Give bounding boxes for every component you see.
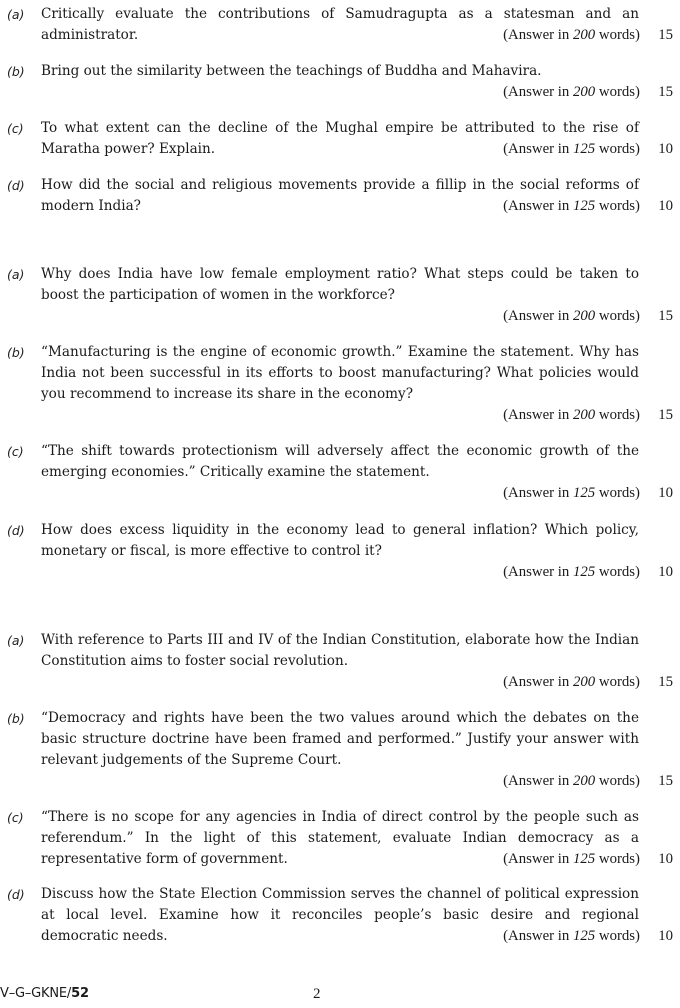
question-marks: 10 [658, 564, 673, 580]
question-text: Critically evaluate the contributions of Samudragupta as a statesman and an administrator. [41, 6, 639, 43]
question-text: How does excess liquidity in the economy lead to general inflation? Which policy, monetary or fiscal, is more effective to control it? [41, 522, 639, 559]
question-label: (b) [7, 711, 25, 726]
question-label: (a) [7, 633, 25, 648]
answer-word-limit: (Answer in 200 words) [503, 674, 640, 690]
question-label: (b) [7, 345, 25, 360]
question-marks: 10 [658, 851, 673, 867]
answer-word-limit: (Answer in 200 words) [503, 84, 640, 100]
question-text: “There is no scope for any agencies in India of direct control by the people such as referendum.” In the light of this statement, evaluate Indian democracy as a representative form of government. [41, 809, 639, 867]
question-label: (a) [7, 7, 25, 22]
question-marks: 15 [658, 773, 673, 789]
question-text: “Democracy and rights have been the two values around which the debates on the basic structure doctrine have been framed and performed.” Justify your answer with relevant judgements of the Supreme Court. [41, 710, 639, 768]
question-marks: 10 [658, 141, 673, 157]
question-text: How did the social and religious movements provide a fillip in the social reforms of modern India? [41, 177, 639, 214]
answer-word-limit: (Answer in 125 words) [503, 928, 640, 944]
question-text: “The shift towards protectionism will adversely affect the economic growth of the emerging economies.” Critically examine the statement. [41, 443, 639, 480]
question-marks: 15 [658, 308, 673, 324]
question-text: To what extent can the decline of the Mughal empire be attributed to the rise of Maratha power? Explain. [41, 120, 639, 157]
answer-word-limit: (Answer in 125 words) [503, 485, 640, 501]
question-marks: 10 [658, 928, 673, 944]
question-label: (c) [7, 444, 24, 459]
question-1d [0, 175, 680, 217]
question-label: (a) [7, 267, 25, 282]
question-label: (d) [7, 887, 25, 902]
question-marks: 10 [658, 198, 673, 214]
question-marks: 15 [658, 674, 673, 690]
answer-word-limit: (Answer in 125 words) [503, 564, 640, 580]
question-3c [0, 807, 680, 870]
question-label: (d) [7, 178, 25, 193]
answer-word-limit: (Answer in 200 words) [503, 308, 640, 324]
answer-word-limit: (Answer in 200 words) [503, 407, 640, 423]
paper-code: V–G–GKNE/52 [0, 986, 89, 1001]
answer-word-limit: (Answer in 200 words) [503, 773, 640, 789]
question-text: Bring out the similarity between the teachings of Buddha and Mahavira. [41, 63, 542, 79]
page-number: 2 [313, 986, 321, 1002]
answer-word-limit: (Answer in 125 words) [503, 141, 640, 157]
question-3a [0, 630, 680, 693]
question-marks: 15 [658, 84, 673, 100]
answer-word-limit: (Answer in 125 words) [503, 198, 640, 214]
question-label: (c) [7, 121, 24, 136]
question-text: “Manufacturing is the engine of economic growth.” Examine the statement. Why has India not been successful in its efforts to boost manufacturing? What policies would you recommend to increase its share in the economy? [41, 344, 639, 402]
question-2c [0, 441, 680, 504]
question-text: Why does India have low female employment ratio? What steps could be taken to boost the participation of women in the workforce? [41, 266, 639, 303]
question-text: With reference to Parts III and IV of the Indian Constitution, elaborate how the Indian Constitution aims to foster social revolution. [41, 632, 639, 669]
question-1b [0, 61, 680, 103]
question-2a [0, 264, 680, 327]
question-label: (c) [7, 810, 24, 825]
question-3d [0, 884, 680, 947]
question-marks: 15 [658, 27, 673, 43]
question-2b [0, 342, 680, 426]
answer-word-limit: (Answer in 200 words) [503, 27, 640, 43]
question-marks: 10 [658, 485, 673, 501]
question-1c [0, 118, 680, 160]
question-1a [0, 4, 680, 46]
question-text: Discuss how the State Election Commission serves the channel of political expression at local level. Examine how it reconciles people’s basic desire and regional democratic needs. [41, 886, 639, 944]
question-2d [0, 520, 680, 583]
question-marks: 15 [658, 407, 673, 423]
question-3b [0, 708, 680, 792]
question-label: (b) [7, 64, 25, 79]
answer-word-limit: (Answer in 125 words) [503, 851, 640, 867]
question-label: (d) [7, 523, 25, 538]
